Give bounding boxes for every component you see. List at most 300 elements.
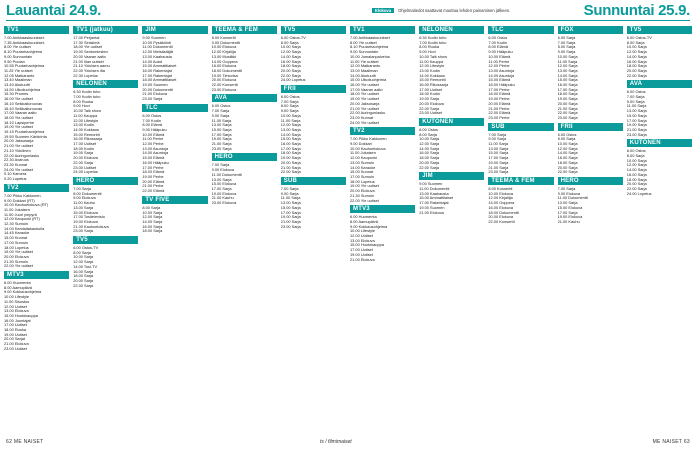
program-listing: 8.00 Sarja xyxy=(626,40,645,45)
channel-header: TV5 xyxy=(73,236,138,244)
program-listing: 9.00 Sarja xyxy=(488,137,507,142)
program-listing: 20.00 Jaksosarja xyxy=(4,139,34,144)
program-listing: 15.30 Promes xyxy=(4,92,29,97)
program-listing: 17.00 Uutiset xyxy=(4,323,27,328)
program-listing: 23.00 Sarja xyxy=(488,170,509,175)
program-listing: 9.00 Kokkausohjelma xyxy=(350,224,388,229)
program-listing: 13.00 Elokuva xyxy=(350,238,375,243)
program-listing: 17.00 Vaaran aalto xyxy=(350,87,383,92)
program-listing: 11.00 Kauppa xyxy=(419,59,444,64)
program-listing: 8.00 Aamupäivä xyxy=(350,219,378,224)
program-listing: 9.00 Dokkari (RT) xyxy=(4,198,35,203)
schedule-column xyxy=(212,24,277,434)
program-listing: 17.00 Sarja xyxy=(557,87,578,92)
program-listing: 11.00 Sarja xyxy=(557,59,578,64)
program-listing: 22.00 Sarja xyxy=(557,111,578,116)
program-listing: 6.00 Ostos xyxy=(280,95,300,100)
program-listing: 9.00 Elokuva xyxy=(557,191,581,196)
channel-header: HERO xyxy=(558,177,623,185)
program-listing: 15.00 Sarja xyxy=(280,137,301,142)
program-listing: 9.00 Sarja xyxy=(280,191,299,196)
program-listing: 17.00 Uutiset xyxy=(350,248,373,253)
program-listing: 16.00 Yle uutiset xyxy=(4,97,33,102)
program-listing: 12.00 Kaupunki xyxy=(350,156,378,161)
program-listing: 17.00 Sumuin xyxy=(350,174,375,179)
program-listing: 19.00 Sarja xyxy=(557,97,578,102)
program-listing: 19.00 Elokuva xyxy=(211,191,237,196)
program-listing: 10.00 Sarja xyxy=(419,137,440,142)
program-listing: 16.00 Rikossarja xyxy=(73,137,103,142)
program-listing: 15.00 Elokuva xyxy=(211,182,237,187)
program-listing: 12.00 Perhe xyxy=(488,64,510,69)
program-listing: 14.50 Ulkoiluohjelma xyxy=(4,87,41,92)
program-listing: 14.00 Autot xyxy=(142,59,163,64)
program-listing: 22.00 Sarja xyxy=(419,106,440,111)
program-listing: 10.55 Puutarhaohjelma xyxy=(4,64,45,69)
program-listing: 14.00 Sarja xyxy=(557,73,578,78)
program-listing: 22.30 Avaruus xyxy=(4,158,29,163)
program-listing: 18.00 Ruoka xyxy=(4,328,27,333)
program-listing: 12.00 Metsästäjät xyxy=(142,50,174,55)
program-listing: 18.00 Elämä xyxy=(488,92,511,97)
program-listing: 10.00 Elokuva xyxy=(211,45,237,50)
program-listing: 13.00 Sarja xyxy=(557,201,578,206)
program-listing: 15.00 Ammattilaiset xyxy=(419,196,454,201)
program-listing: 22.00 Sarja xyxy=(557,170,578,175)
program-listing: 11.00 Jokaisen xyxy=(350,151,376,156)
program-listing: 16.00 Yle uutiset xyxy=(350,83,379,88)
program-listing: 24.00 Lopetus xyxy=(280,78,306,83)
program-listing: 21.00 Illan uutiset xyxy=(73,59,104,64)
program-listing: 18.00 Sarja xyxy=(280,151,301,156)
program-listing: 11.00 Dokumentti xyxy=(557,196,588,201)
program-listing: 8.00 Elämä xyxy=(488,45,509,50)
program-listing: 19.00 Uutiset xyxy=(4,332,27,337)
program-listing: 16.00 Rikossarja xyxy=(419,83,449,88)
program-listing: 19.00 Sarja xyxy=(211,137,232,142)
program-listing: 12.00 Sarja xyxy=(419,142,440,147)
program-listing: 14.00 Sarja xyxy=(626,54,647,59)
program-listing: 17.00 Rakentajat xyxy=(419,201,449,206)
channel-header: AVA xyxy=(212,94,277,102)
program-listing: 9.00 Kokkausohjelma xyxy=(4,290,42,295)
program-listing: 22.00 Sarja xyxy=(419,165,440,170)
program-listing: 11.00 Dokumentti xyxy=(211,172,242,177)
program-listing: 22.00 Sarja xyxy=(626,186,647,191)
program-listing: 21.00 Sarja xyxy=(280,219,301,224)
program-listing: 20.00 Elokuva xyxy=(488,215,514,220)
program-listing: 7.00 Sarja xyxy=(211,163,230,168)
program-listing: 21.00 Elokuva xyxy=(419,210,444,215)
program-listing: 18.00 Sarja xyxy=(557,92,578,97)
channel-header: KUTONEN xyxy=(627,139,692,147)
program-listing: 19.00 Uutiset xyxy=(350,252,373,257)
program-listing: 21.00 Elokuva xyxy=(4,342,29,347)
program-listing: 21.00 Sarja xyxy=(488,165,509,170)
program-listing: 21.00 Sarja xyxy=(557,106,578,111)
program-listing: 19.00 Yle uutiset xyxy=(350,184,379,189)
program-listing: 16.00 Elokuva xyxy=(488,205,514,210)
program-listing: 21.00 Elokuva xyxy=(350,257,375,262)
program-listing: 13.00 Elokuva xyxy=(4,309,29,314)
program-listing: 16.10 Seikkailurouvas xyxy=(4,101,43,106)
program-listing: 0.20 Lopetus xyxy=(4,177,27,182)
program-listing: 9.00 Sarja xyxy=(280,109,299,114)
program-listing: 9.00 Sarja xyxy=(211,113,230,118)
program-listing: 16.00 Sarja xyxy=(557,83,578,88)
program-listing: 23.30 Kunnat xyxy=(4,162,28,167)
program-listing: 10.00 Lifestyle xyxy=(4,295,30,300)
program-listing: 13.00 Asuntoja xyxy=(142,146,169,151)
program-listing: 8.00 Sarja xyxy=(419,132,437,137)
program-listing: 15.00 Sarja xyxy=(211,127,232,132)
program-listing: 7.00 Kodin xyxy=(488,40,507,45)
program-listing: 22.30 Lopetus xyxy=(73,73,98,78)
channel-header: TV5 xyxy=(281,26,346,34)
program-listing: 19.00 Suomen xyxy=(419,205,445,210)
program-listing: 7.00 Kodin xyxy=(142,118,161,123)
program-listing: 17.00 Perhe xyxy=(488,87,510,92)
program-listing: 12.05 Matkaranto xyxy=(4,73,35,78)
program-listing: 6.00 Huomenta xyxy=(4,281,31,286)
footer-center: ts / filmimaiset xyxy=(320,439,352,445)
program-listing: 10.00 Jumalanpalvelus xyxy=(350,54,390,59)
program-listing: 16.00 Sarja xyxy=(142,224,163,229)
channel-header: TEEMA & FEM xyxy=(488,177,553,185)
program-listing: 7.00 Sarja xyxy=(280,186,299,191)
channel-header: TLC xyxy=(142,104,207,112)
program-listing: 21.00 Sarja xyxy=(626,127,647,132)
program-listing: 7.00 Pikku Kakkonen xyxy=(350,137,387,142)
program-listing: 8.00 Dokumentti xyxy=(73,191,102,196)
program-listing: 20.00 Dokumentti xyxy=(142,87,173,92)
program-listing: 12.00 Sarja xyxy=(557,146,578,151)
program-listing: 14.00 Tosi-TV xyxy=(73,264,98,269)
tagline-tag: Elokuva xyxy=(372,8,394,13)
channel-header: HERO xyxy=(212,153,277,161)
program-listing: 0.10 Kamera xyxy=(4,172,27,177)
program-listing: 20.00 Elokuva xyxy=(211,78,237,83)
channel-header: TV1 xyxy=(4,26,69,34)
program-listing: 20.00 Elokuva xyxy=(350,189,375,194)
program-listing: 17.00 Tositelevisio xyxy=(73,215,105,220)
program-listing: 6.00 Huomenta xyxy=(350,215,377,220)
program-listing: 17.00 Rakentajat xyxy=(142,73,172,78)
program-listing: 8.00 Sarja xyxy=(280,40,299,45)
program-listing: 20.00 Elokuva xyxy=(73,156,98,161)
program-listing: 20.00 Sarja xyxy=(280,68,301,73)
channel-header: MTV3 xyxy=(4,271,69,279)
program-listing: 17.00 Sarja xyxy=(211,186,232,191)
program-listing: 6.00 Sarja xyxy=(557,36,576,40)
program-listing: 7.00 Anikkaaskuunkset. xyxy=(4,36,45,40)
program-listing: 6.00 Ostos xyxy=(557,132,577,137)
program-listing: 19.00 Perhe xyxy=(142,174,164,179)
program-listing: 10.00 Sarja xyxy=(280,113,301,118)
schedule-column xyxy=(419,24,484,434)
program-listing: 8.00 Sarja xyxy=(142,205,161,210)
program-listing: 11.00 Yle uutiset xyxy=(350,59,379,64)
program-listing: 22.00 Sarja xyxy=(280,170,301,175)
channel-header: JIM xyxy=(419,172,484,180)
program-listing: 9.00 Sunnuntain xyxy=(350,50,379,55)
program-listing: 15.00 Sarja xyxy=(280,205,301,210)
program-listing: 15.00 Elokuva xyxy=(73,210,98,215)
program-listing: 9.00 Sunnuntain xyxy=(4,54,33,59)
program-listing: 17.30 Sinisilmä xyxy=(73,40,100,45)
page-header xyxy=(0,0,696,24)
header-rule xyxy=(6,20,690,21)
program-listing: 21.00 Kauhuelokuva xyxy=(73,224,109,229)
program-listing: 23.00 Sarja xyxy=(73,229,94,234)
schedule-column xyxy=(73,24,138,434)
program-listing: 15.00 Kunnat xyxy=(4,236,28,241)
program-listing: 15.00 Huutokauppa xyxy=(350,243,384,248)
schedule-columns xyxy=(4,24,692,434)
program-listing: 6.00 Ostos-TV xyxy=(626,36,652,40)
program-listing: 8.00 Sarja xyxy=(557,137,576,142)
program-listing: 21.00 Yle uutiset xyxy=(4,144,33,149)
program-listing: 13.00 Maailman xyxy=(350,68,378,73)
program-listing: 15.00 Ulkoiluohjelma xyxy=(350,78,387,83)
program-listing: 21.00 Kauhu xyxy=(211,196,234,201)
program-listing: 21.30 Sumuin xyxy=(350,193,375,198)
program-listing: 7.00 Pikku Kakkonen. xyxy=(4,193,42,198)
program-listing: 19.00 Sarja xyxy=(419,97,440,102)
program-listing: 22.00 Yle uutiset xyxy=(350,198,379,203)
program-listing: 8.00 Ruoka xyxy=(73,99,94,104)
program-listing: 18.00 Kodin xyxy=(73,146,94,151)
program-listing: 7.00 Sarja xyxy=(488,132,507,137)
program-listing: 19.00 Perhe xyxy=(488,97,510,102)
program-listing: 15.00 Sarja xyxy=(557,78,578,83)
program-listing: 12.00 Sarja xyxy=(626,50,647,55)
program-listing: 8.00 Aamupäivä xyxy=(4,285,32,290)
program-listing: 7.35 Anikkaaskuunkset. xyxy=(4,40,45,45)
program-listing: 19.00 Suomen xyxy=(142,83,168,88)
program-listing: 19.00 Sarja xyxy=(280,156,301,161)
program-listing: 19.00 Elokuva xyxy=(73,219,98,224)
channel-header: TV5 xyxy=(627,26,692,34)
program-listing: 9.00 Elokuva xyxy=(211,168,235,173)
program-listing: 8.00 Yle uutiset xyxy=(350,40,377,45)
program-listing: 10.00 Elämä xyxy=(488,54,511,59)
program-listing: 8.00 Elämä xyxy=(142,123,163,128)
schedule-column xyxy=(488,24,553,434)
schedule-column xyxy=(627,24,692,434)
program-listing: 16.00 Juontajat xyxy=(4,318,31,323)
program-listing: 16.00 Sarja xyxy=(626,172,647,177)
program-listing: 9.00 Sarja xyxy=(557,50,576,55)
program-listing: 9.00 Hääpuku xyxy=(488,50,513,55)
program-listing: 15.00 Elämä xyxy=(142,156,165,161)
program-listing: 10.00 Sarja xyxy=(73,255,94,260)
channel-header: SUB xyxy=(488,123,553,131)
program-listing: 14.00 Sarja xyxy=(419,146,440,151)
program-listing: 22.00 Ykkösen ilta xyxy=(73,68,105,73)
program-listing: 13.00 Musiikki xyxy=(211,54,237,59)
program-listing: 6.00 Ostos xyxy=(142,113,162,118)
page-number-left: 62 ME NAISET xyxy=(6,439,44,445)
program-listing: 18.00 Yle uutiset xyxy=(73,45,103,50)
channel-header: TV2 xyxy=(350,127,415,135)
program-listing: 23.00 Kunnat xyxy=(350,115,374,120)
program-listing: 22.00 Sarja xyxy=(626,73,647,78)
program-listing: 6.30 Kodin tuho xyxy=(419,36,447,40)
program-listing: 11.00 Sarja xyxy=(280,196,301,201)
program-listing: 10.00 Sarja xyxy=(557,142,578,147)
program-listing: 19.00 Sarja xyxy=(488,160,509,165)
program-listing: 14.00 Kokkaus xyxy=(419,73,445,78)
program-listing: 20.00 Sarja xyxy=(419,160,440,165)
program-listing: 22.00 Sarja xyxy=(280,73,301,78)
program-listing: 8.00 Sarja xyxy=(280,104,299,109)
schedule-column xyxy=(4,24,69,434)
program-listing: 9.00 Elokuva xyxy=(73,196,96,201)
program-listing: 9.00 Dokumentti xyxy=(211,40,240,45)
program-listing: 16.00 Sarja xyxy=(280,59,301,64)
program-listing: 17.00 Sumuin xyxy=(4,240,29,245)
program-listing: 13.00 Sarja xyxy=(211,123,232,128)
channel-header: TV1 xyxy=(350,26,415,34)
program-listing: 16.00 Sarja xyxy=(280,142,301,147)
program-listing: 10.00 Sarja xyxy=(142,210,163,215)
program-listing: 13.00 Sarja xyxy=(280,201,301,206)
program-listing: 10.00 Sarja xyxy=(626,158,647,163)
program-listing: 18.00 Sarja xyxy=(419,156,440,161)
program-listing: 15.00 Sarja xyxy=(488,151,509,156)
program-listing: 21.30 Sumuin xyxy=(4,259,29,264)
program-listing: 12.00 Uutiset xyxy=(4,304,27,309)
program-listing: 14.00 Sarja xyxy=(280,132,301,137)
program-listing: 21.00 Elokuva xyxy=(142,92,168,97)
program-listing: 22.00 Konsertti xyxy=(488,219,515,224)
program-listing: 8.00 Konsertti xyxy=(488,186,513,191)
program-listing: 14.00 Kokkaus xyxy=(73,127,99,132)
program-listing: 19.00 Elokuva xyxy=(557,215,583,220)
program-listing: 11.00 Kauhu xyxy=(73,201,95,206)
channel-header: FOX xyxy=(558,26,623,34)
program-listing: 23.00 Sarja xyxy=(626,132,647,137)
program-listing: 11.00 Sarja xyxy=(211,118,232,123)
program-listing: 24.00 Lopetus xyxy=(73,170,98,175)
program-listing: 14.00 Sarja xyxy=(557,151,578,156)
program-listing: 7.00 Kodin tuho xyxy=(73,95,101,100)
program-listing: 15.00 Ammattilaiset xyxy=(142,64,177,69)
schedule-column xyxy=(558,24,623,434)
program-listing: 10.00 Sarja xyxy=(557,54,578,59)
program-listing: 19.15 Puutarhaohjelma xyxy=(4,130,45,135)
program-listing: 10.00 Kauhuelokuva xyxy=(350,146,386,151)
schedule-column xyxy=(350,24,415,434)
program-listing: 18.00 Yle uutiset xyxy=(350,92,379,97)
schedule-column xyxy=(142,24,207,434)
program-listing: 22.00 Yle uutiset xyxy=(4,264,33,269)
program-listing: 20.00 Vaaran aalto xyxy=(73,54,106,59)
program-listing: 13.00 Sarja xyxy=(73,205,94,210)
program-listing: 19.50 Suomen Kärkirinta xyxy=(4,134,47,139)
program-listing: 8.00 Sarja xyxy=(557,45,576,50)
program-listing: 6.00 Ostos-TV xyxy=(73,246,99,251)
program-listing: 17.00 Uutiset xyxy=(419,87,443,92)
program-listing: 20.00 Jaksosarja xyxy=(350,101,380,106)
program-listing: 23.00 Sarja xyxy=(557,115,578,120)
program-listing: 23.00 Uutiset xyxy=(73,165,97,170)
program-listing: 18.00 Ammattilaiset xyxy=(142,78,177,83)
program-listing: 13.40 Maailman xyxy=(4,78,32,83)
program-listing: 7.00 Anikkaaskuunkset xyxy=(350,36,390,40)
program-listing: 17.00 Perhe xyxy=(142,165,164,170)
program-listing: 13.40 Akutuutit xyxy=(4,83,30,88)
program-listing: 19.00 Sarja xyxy=(280,215,301,220)
program-listing: 12.00 Kirjailija xyxy=(211,50,236,55)
program-listing: 21.00 Yle uutiset xyxy=(350,106,379,111)
program-listing: 13.00 Sarja xyxy=(280,127,301,132)
program-listing: 17.00 Sarja xyxy=(626,118,647,123)
program-listing: 21.10 Ykköinen xyxy=(4,148,31,153)
program-listing: 9.00 Hääpuku xyxy=(142,127,167,132)
program-listing: 13.00 Kaahausta xyxy=(142,54,172,59)
program-listing: 18.00 Sarja xyxy=(626,64,647,69)
program-listing: 12.00 Lifestyle xyxy=(73,118,99,123)
program-listing: 14.00 Akutuutit xyxy=(350,73,376,78)
program-listing: 6.00 Ostos xyxy=(488,36,508,40)
program-listing: 18.00 Sarja xyxy=(557,160,578,165)
program-listing: 14.45 Karaoke xyxy=(4,231,30,236)
program-listing: 16.00 Elokuva xyxy=(211,64,237,69)
program-listing: 18.00 Elämä xyxy=(142,170,165,175)
program-listing: 21.00 Sarja xyxy=(280,165,301,170)
program-listing: 14.00 Sarja xyxy=(142,219,163,224)
program-listing: 11.50 Juuri ympyrä xyxy=(4,212,37,217)
program-listing: 14.00 Ooppera xyxy=(488,201,515,206)
program-listing: 16.00 Hääpuku xyxy=(488,83,515,88)
program-listing: 11.00 Kauppa xyxy=(73,113,98,118)
program-listing: 13.00 Sarja xyxy=(557,68,578,73)
program-listing: 8.00 Yle uutiset xyxy=(4,45,31,50)
channel-header: HERO xyxy=(73,177,138,185)
program-listing: 20.00 Sarja xyxy=(280,160,301,165)
program-listing: 10.00 Sarja xyxy=(626,45,647,50)
program-listing: 23.00 Uutiset xyxy=(4,346,27,351)
tagline xyxy=(372,8,510,13)
program-listing: 21.00 Perhe xyxy=(488,106,510,111)
program-listing: 10.00 Elokuva xyxy=(488,191,514,196)
channel-header: TLC xyxy=(488,26,553,34)
program-listing: 10.00 Pysäköinti xyxy=(142,40,171,45)
program-listing: 9.00 Hovi xyxy=(73,104,90,109)
program-listing: 14.00 Kamlaitakaukulla xyxy=(4,226,45,231)
program-listing: 19.00 Tietovisa xyxy=(211,73,238,78)
program-listing: 21.00 Sarja xyxy=(211,142,232,147)
program-listing: 8.10 Puutarhaohjelma xyxy=(350,45,389,50)
program-listing: 24.00 Yle uutiset xyxy=(350,120,379,125)
program-listing: 15.00 Elokuva xyxy=(557,205,583,210)
program-listing: 18.00 Dokumentti xyxy=(211,68,243,73)
channel-header: TEEMA & FEM xyxy=(212,26,277,34)
program-listing: 6.00 Ostos xyxy=(211,104,231,109)
program-listing: 9.00 Dokkari xyxy=(350,142,372,147)
program-listing: 12.00 Sarja xyxy=(280,123,301,128)
program-listing: 8.10 Puutarhaohjelma xyxy=(4,50,43,55)
channel-header: MTV3 xyxy=(350,205,415,213)
program-listing: 23.00 Sarja xyxy=(142,97,163,102)
program-listing: 7.00 Sarja xyxy=(626,95,645,100)
program-listing: 18.00 Sarja xyxy=(280,64,301,69)
program-listing: 12.00 Sarja xyxy=(557,64,578,69)
program-listing: 15.00 Huutokauppa xyxy=(4,313,38,318)
program-listing: 22.00 Konsertti xyxy=(211,83,238,88)
